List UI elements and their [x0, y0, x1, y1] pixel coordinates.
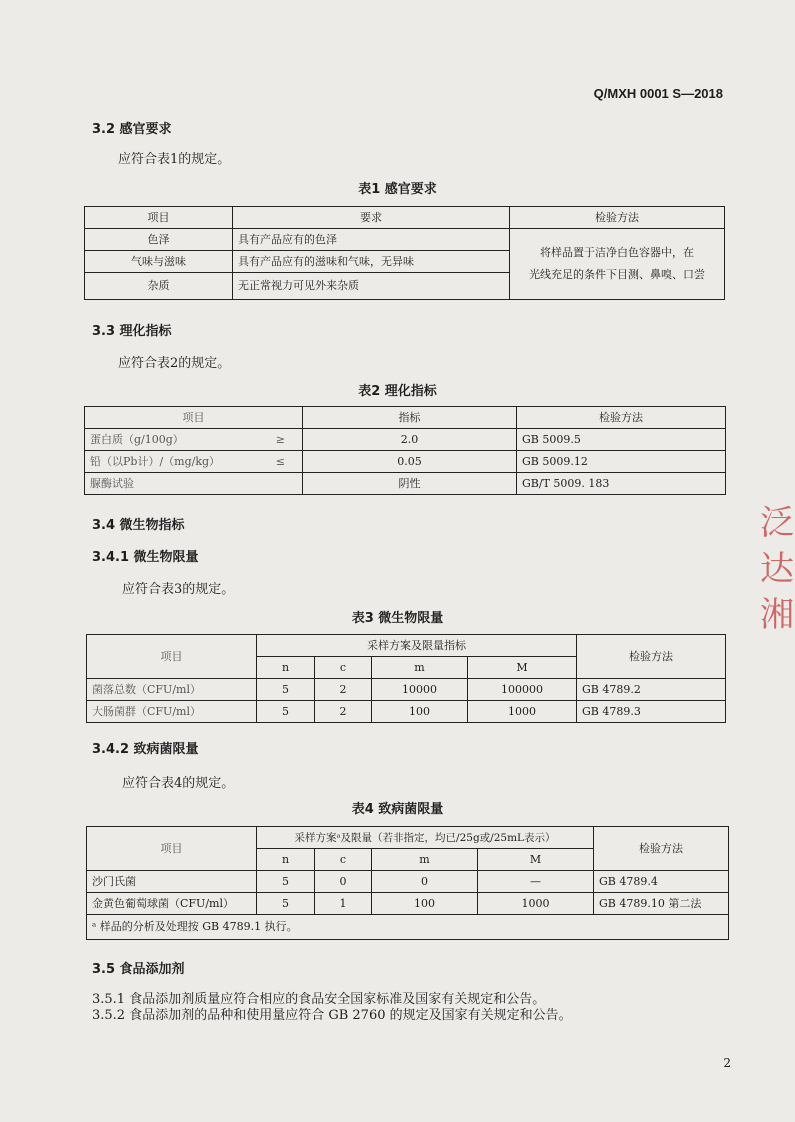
section-3-4-heading: 3.4 微生物指标: [92, 518, 185, 533]
t4-row-m: 0: [372, 871, 478, 893]
t1-method-cell: [510, 229, 725, 300]
t2-header-item: 项目: [85, 407, 303, 429]
t3-header-method: 检验方法: [577, 635, 726, 679]
section-3-4-2-heading: 3.4.2 致病菌限量: [92, 742, 199, 757]
t2-row-value: 0.05: [303, 451, 517, 473]
table1-caption: 表1 感官要求: [358, 182, 437, 197]
t4-header-c: c: [315, 849, 372, 871]
t1-header-req: 要求: [233, 207, 510, 229]
t4-row-n: 5: [257, 871, 315, 893]
t4-row-M: —: [478, 871, 594, 893]
t4-header-M: M: [478, 849, 594, 871]
section-3-4-1-text: 应符合表3的规定。: [122, 582, 235, 597]
t1-row-item: 杂质: [85, 273, 233, 300]
stamp-char: 达: [760, 549, 794, 589]
t1-row-req: 无正常视力可见外来杂质: [233, 273, 510, 300]
section-3-2-text: 应符合表1的规定。: [118, 152, 231, 167]
t4-row-M: 1000: [478, 893, 594, 915]
t3-header-n: n: [257, 657, 315, 679]
section-3-4-2-text: 应符合表4的规定。: [122, 776, 235, 791]
t1-row-req: 具有产品应有的色泽: [233, 229, 510, 251]
section-3-5-2-text: 3.5.2 食品添加剂的品种和使用量应符合 GB 2760 的规定及国家有关规定和公告。: [92, 1008, 572, 1023]
t4-row-c: 1: [315, 893, 372, 915]
t3-header-m: m: [372, 657, 468, 679]
table2-physicochemical: [84, 406, 726, 495]
page-number: 2: [723, 1056, 731, 1070]
t4-row-m: 100: [372, 893, 478, 915]
table3-microbial-limits: [86, 634, 726, 723]
t2-row-method: GB 5009.12: [517, 451, 726, 473]
t3-row-M: 100000: [468, 679, 577, 701]
table2-caption: 表2 理化指标: [358, 384, 437, 399]
t4-footnote: ᵃ 样品的分析及处理按 GB 4789.1 执行。: [87, 915, 729, 940]
t4-row-c: 0: [315, 871, 372, 893]
t2-row-method: GB 5009.5: [517, 429, 726, 451]
t2-row-method: GB/T 5009. 183: [517, 473, 726, 495]
table3-caption: 表3 微生物限量: [351, 611, 444, 626]
t3-row-m: 10000: [372, 679, 468, 701]
t1-method-line: 光线充足的条件下目测、鼻嗅、口尝: [529, 268, 705, 281]
t2-sign: ≤: [275, 454, 285, 468]
section-3-5-1-text: 3.5.1 食品添加剂质量应符合相应的食品安全国家标准及国家有关规定和公告。: [92, 992, 546, 1007]
t4-header-plan: 采样方案ᵃ及限量（若非指定，均已/25g或/25mL表示）: [257, 827, 594, 849]
table1-sensory: [84, 206, 725, 300]
t4-row-method: GB 4789.10 第二法: [594, 893, 729, 915]
t2-sign: ≥: [275, 432, 285, 446]
stamp-char: 泛: [760, 503, 794, 543]
t1-method-line: 将样品置于洁净白色容器中，在: [540, 246, 694, 259]
t3-row-n: 5: [257, 701, 315, 723]
t2-item-label: 蛋白质（g/100g）: [90, 432, 184, 446]
t3-header-item: 项目: [87, 635, 257, 679]
t3-row-method: GB 4789.3: [577, 701, 726, 723]
t2-row-item: 脲酶试验: [85, 473, 303, 495]
section-3-3-text: 应符合表2的规定。: [118, 356, 231, 371]
t4-row-item: 金黄色葡萄球菌（CFU/ml）: [87, 893, 257, 915]
section-3-2-heading: 3.2 感官要求: [92, 122, 172, 137]
t2-item-label: 铅（以Pb计）/（mg/kg）: [90, 454, 221, 468]
t3-header-c: c: [315, 657, 372, 679]
t4-header-item: 项目: [87, 827, 257, 871]
t1-header-item: 项目: [85, 207, 233, 229]
t3-row-m: 100: [372, 701, 468, 723]
t3-header-plan: 采样方案及限量指标: [257, 635, 577, 657]
t3-row-item: 大肠菌群（CFU/ml）: [87, 701, 257, 723]
t1-row-req: 具有产品应有的滋味和气味，无异味: [233, 251, 510, 273]
red-seal-stamp: [760, 500, 795, 670]
section-3-3-heading: 3.3 理化指标: [92, 324, 172, 339]
stamp-char: 湘: [760, 595, 794, 635]
t4-row-item: 沙门氏菌: [87, 871, 257, 893]
t2-row-item: [85, 429, 303, 451]
section-3-4-1-heading: 3.4.1 微生物限量: [92, 550, 199, 565]
t2-row-value: 2.0: [303, 429, 517, 451]
t4-row-method: GB 4789.4: [594, 871, 729, 893]
t3-row-n: 5: [257, 679, 315, 701]
t1-row-item: 气味与滋味: [85, 251, 233, 273]
t2-row-value: 阴性: [303, 473, 517, 495]
t4-header-m: m: [372, 849, 478, 871]
t4-row-n: 5: [257, 893, 315, 915]
t1-header-method: 检验方法: [510, 207, 725, 229]
t2-row-item: [85, 451, 303, 473]
t4-header-method: 检验方法: [594, 827, 729, 871]
t2-header-method: 检验方法: [517, 407, 726, 429]
t3-row-c: 2: [315, 701, 372, 723]
table4-pathogen-limits: [86, 826, 729, 940]
t3-row-M: 1000: [468, 701, 577, 723]
t3-header-M: M: [468, 657, 577, 679]
t2-header-index: 指标: [303, 407, 517, 429]
standard-code: Q/MXH 0001 S—2018: [593, 86, 723, 101]
t1-row-item: 色泽: [85, 229, 233, 251]
t3-row-method: GB 4789.2: [577, 679, 726, 701]
section-3-5-heading: 3.5 食品添加剂: [92, 962, 185, 977]
t3-row-item: 菌落总数（CFU/ml）: [87, 679, 257, 701]
t4-header-n: n: [257, 849, 315, 871]
table4-caption: 表4 致病菌限量: [351, 802, 444, 817]
t3-row-c: 2: [315, 679, 372, 701]
